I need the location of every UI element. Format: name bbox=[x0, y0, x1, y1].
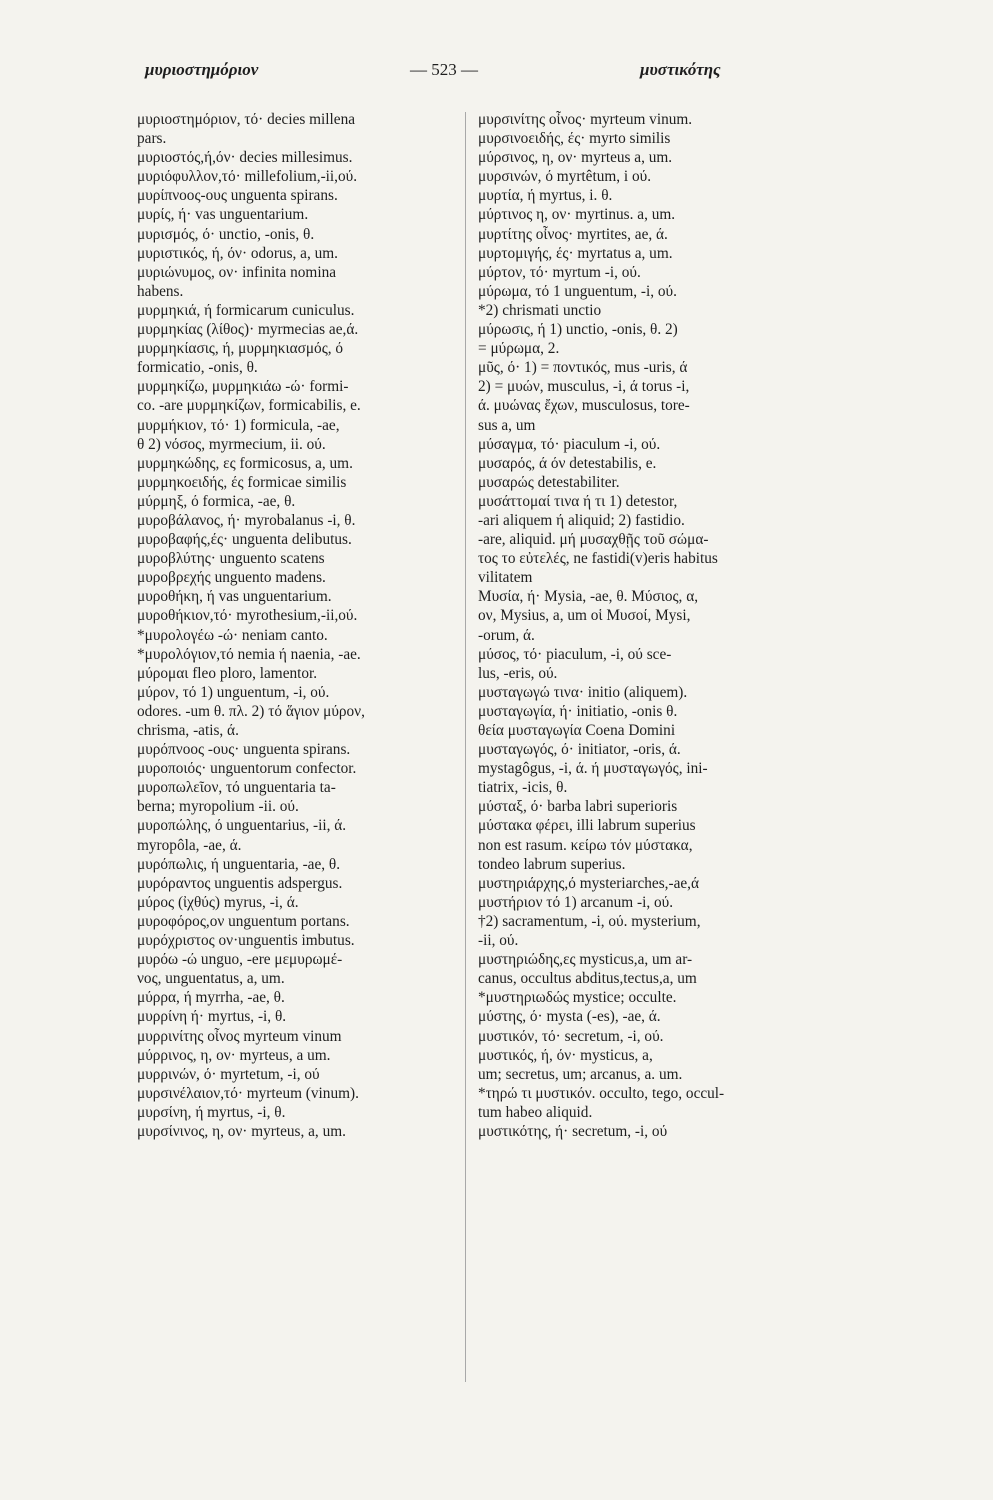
entry-line: lus, -eris, ού. bbox=[478, 664, 558, 682]
entry-line: *2) chrismati unctio bbox=[478, 301, 602, 319]
entry-line: myropôla, -ae, ά. bbox=[137, 836, 242, 854]
entry-line: μυρμηκώδης, ες formicosus, a, um. bbox=[137, 454, 353, 472]
entry-line: μυρρίνη ή· myrtus, -i, θ. bbox=[137, 1008, 287, 1026]
entry-line: μύστακα φέρει, illi labrum superius bbox=[478, 817, 696, 835]
entry-line: tum habeo aliquid. bbox=[478, 1103, 593, 1121]
entry-line: μυροβάλανος, ή· myrobalanus -i, θ. bbox=[137, 511, 356, 529]
entry-line: μύστης, ό· mysta (-es), -ae, ά. bbox=[478, 1008, 661, 1026]
entry-line: *μυρολογέω -ώ· neniam canto. bbox=[137, 626, 328, 644]
entry-line: μυρόπωλις, ή unguentaria, -ae, θ. bbox=[137, 855, 341, 873]
entry-line: θ 2) νόσος, myrmecium, ii. ού. bbox=[137, 435, 326, 453]
entry-line: μυρμηκιά, ή formicarum cuniculus. bbox=[137, 301, 355, 319]
entry-line: μυροφόρος,ον unguentum portans. bbox=[137, 912, 350, 930]
entry-line: μυρμήκιον, τό· 1) formicula, -ae, bbox=[137, 416, 340, 434]
entry-line: sus a, um bbox=[478, 416, 536, 434]
entry-line: = μύρωμα, 2. bbox=[478, 340, 560, 358]
page-header bbox=[120, 60, 800, 90]
entry-line: μυριστικός, ή, όν· odorus, a, um. bbox=[137, 244, 338, 262]
entry-line: Μυσία, ή· Mysia, -ae, θ. Μύσιος, α, bbox=[478, 588, 699, 606]
entry-line: μυρρινών, ό· myrtetum, -i, ού bbox=[137, 1065, 320, 1083]
entry-line: μυρόπνοος -ους· unguenta spirans. bbox=[137, 741, 351, 759]
entry-line: μυστηριάρχης,ό mysteriarches,-ae,ά bbox=[478, 874, 699, 892]
entry-line: ον, Mysius, a, um οἱ Μυσοί, Mysi, bbox=[478, 607, 691, 625]
entry-line: μυσταγωγός, ό· initiator, -oris, ά. bbox=[478, 741, 681, 759]
right-guide-word: μυστικότης bbox=[640, 60, 721, 79]
left-column bbox=[137, 110, 462, 1141]
entry-line: νος, unguentatus, a, um. bbox=[137, 970, 285, 988]
entry-line: μυστικότης, ή· secretum, -i, ού bbox=[478, 1122, 668, 1140]
entry-line: mystagôgus, -i, ά. ή μυσταγωγός, ini- bbox=[478, 760, 708, 778]
entry-line: μυσταγωγία, ή· initiatio, -onis θ. bbox=[478, 702, 678, 720]
entry-line: μύρωμα, τό 1 unguentum, -i, ού. bbox=[478, 282, 677, 300]
entry-line: μύρρα, ή myrrha, -ae, θ. bbox=[137, 989, 285, 1007]
entry-line: μυρίπνοος-ους unguenta spirans. bbox=[137, 187, 338, 205]
entry-line: μυριόφυλλον,τό· millefolium,-ii,ού. bbox=[137, 168, 358, 186]
entry-line: μυροπώλης, ό unguentarius, -ii, ά. bbox=[137, 817, 347, 835]
entry-line: -ari aliquem ή aliquid; 2) fastidio. bbox=[478, 511, 685, 529]
entry-line: μύρον, τό 1) unguentum, -i, ού. bbox=[137, 683, 330, 701]
entry-line: μῦς, ό· 1) = ποντικός, mus -uris, ά bbox=[478, 359, 688, 377]
entry-line: μυρμηκίζω, μυρμηκιάω -ώ· formi- bbox=[137, 378, 349, 396]
entry-line: μύρτον, τό· myrtum -i, ού. bbox=[478, 263, 641, 281]
entry-line: μυροπωλεῖον, τό unguentaria ta- bbox=[137, 779, 336, 797]
entry-line: †2) sacramentum, -i, ού. mysterium, bbox=[478, 912, 701, 930]
entry-line: μυροβρεχής unguento madens. bbox=[137, 569, 326, 587]
entry-line: μυρμηκίασις, ή, μυρμηκιασμός, ό bbox=[137, 340, 344, 358]
column-divider bbox=[465, 112, 466, 1382]
entry-line: μυρισμός, ό· unctio, -onis, θ. bbox=[137, 225, 315, 243]
entry-line: μύσος, τό· piaculum, -i, ού sce- bbox=[478, 645, 672, 663]
entry-line: μυροποιός· unguentorum confector. bbox=[137, 760, 357, 778]
entry-line: μύσαγμα, τό· piaculum -i, ού. bbox=[478, 435, 661, 453]
entry-line: *μυρολόγιον,τό nemia ή naenia, -ae. bbox=[137, 645, 361, 663]
entry-line: μυρόραντος unguentis adspergus. bbox=[137, 874, 343, 892]
entry-line: *μυστηριωδώς mystice; occulte. bbox=[478, 989, 677, 1007]
entry-line: μυρτομιγής, ές· myrtatus a, um. bbox=[478, 244, 673, 262]
entry-line: μυρμηκοειδής, ές formicae similis bbox=[137, 473, 347, 491]
entry-line: μυρόω -ώ unguo, -ere μεμυρωμέ- bbox=[137, 951, 343, 969]
entry-line: tondeo labrum superius. bbox=[478, 855, 626, 873]
entry-line: formicatio, -onis, θ. bbox=[137, 359, 258, 377]
entry-line: μυρσινοειδής, ές· myrto similis bbox=[478, 130, 671, 148]
entry-line: ά. μυώνας ἔχων, musculosus, tore- bbox=[478, 397, 690, 415]
entry-line: μυστηριώδης,ες mysticus,a, um ar- bbox=[478, 951, 693, 969]
entry-line: μυσταγωγώ τινα· initio (aliquem). bbox=[478, 683, 688, 701]
entry-line: μυρρινίτης οἶνος myrteum vinum bbox=[137, 1027, 342, 1045]
entry-line: non est rasum. κείρω τόν μύστακα, bbox=[478, 836, 693, 854]
entry-line: μυσάττομαί τινα ή τι 1) detestor, bbox=[478, 492, 678, 510]
entry-line: μυστικός, ή, όν· mysticus, a, bbox=[478, 1046, 653, 1064]
entry-line: μυρτία, ή myrtus, i. θ. bbox=[478, 187, 613, 205]
entry-line: μυσαρός, ά όν detestabilis, e. bbox=[478, 454, 657, 472]
entry-line: *τηρώ τι μυστικόν. occulto, tego, occul- bbox=[478, 1084, 725, 1102]
entry-line: um; secretus, um; arcanus, a. um. bbox=[478, 1065, 683, 1083]
page-number: — 523 — bbox=[410, 60, 478, 79]
entry-line: μυσαρώς detestabiliter. bbox=[478, 473, 620, 491]
entry-line: μυρσινών, ό myrtêtum, i ού. bbox=[478, 168, 652, 186]
entry-line: μύρτινος η, ον· myrtinus. a, um. bbox=[478, 206, 676, 224]
entry-line: μύρμηξ, ό formica, -ae, θ. bbox=[137, 492, 296, 510]
entry-line: -are, aliquid. μή μυσαχθῇς τοῦ σώμα- bbox=[478, 531, 709, 549]
entry-line: μυρσινίτης οἶνος· myrteum vinum. bbox=[478, 111, 693, 128]
entry-line: pars. bbox=[137, 130, 167, 148]
entry-line: μύρωσις, ή 1) unctio, -onis, θ. 2) bbox=[478, 321, 678, 339]
entry-line: μύρρινος, η, ον· myrteus, a um. bbox=[137, 1046, 331, 1064]
entry-line: habens. bbox=[137, 282, 184, 300]
entry-line: tiatrix, -icis, θ. bbox=[478, 779, 568, 797]
entry-line: berna; myropolium -ii. ού. bbox=[137, 798, 299, 816]
entry-line: μυστήριον τό 1) arcanum -i, ού. bbox=[478, 893, 674, 911]
entry-line: chrisma, -atis, ά. bbox=[137, 722, 239, 739]
entry-line: μυροθήκη, ή vas unguentarium. bbox=[137, 588, 332, 606]
entry-line: μύρσινος, η, ον· myrteus a, um. bbox=[478, 149, 673, 167]
entry-line: μυρτίτης οἶνος· myrtites, ae, ά. bbox=[478, 225, 668, 243]
entry-line: μυροβαφής,ές· unguenta delibutus. bbox=[137, 531, 352, 549]
entry-line: μυριώνυμος, ον· infinita nomina bbox=[137, 263, 337, 281]
entry-line: μυρσινέλαιον,τό· myrteum (vinum). bbox=[137, 1084, 359, 1102]
right-column bbox=[478, 110, 796, 1141]
entry-line: vilitatem bbox=[478, 569, 533, 587]
entry-line: μυστικόν, τό· secretum, -i, ού. bbox=[478, 1027, 664, 1045]
left-guide-word: μυριοστημόριον bbox=[145, 60, 259, 79]
entry-line: μυριοστημόριον, τό· decies millena bbox=[137, 111, 356, 128]
entry-line: μυρίς, ή· vas unguentarium. bbox=[137, 206, 309, 224]
entry-line: μύσταξ, ό· barba labri superioris bbox=[478, 798, 678, 816]
entry-line: μυριοστός,ή,όν· decies millesimus. bbox=[137, 149, 353, 167]
entry-line: μυροβλύτης· unguento scatens bbox=[137, 550, 325, 568]
entry-line: μυρμηκίας (λίθος)· myrmecias ae,ά. bbox=[137, 321, 359, 339]
entry-line: μυρσίνη, ή myrtus, -i, θ. bbox=[137, 1103, 286, 1121]
entry-line: μυρσίνινος, η, ον· myrteus, a, um. bbox=[137, 1122, 346, 1140]
entry-line: τος το εὐτελές, ne fastidi(v)eris habitus bbox=[478, 550, 718, 568]
entry-line: canus, occultus abditus,tectus,a, um bbox=[478, 970, 697, 988]
entry-line: co. -are μυρμηκίζων, formicabilis, e. bbox=[137, 397, 361, 415]
entry-line: odores. -um θ. πλ. 2) τό ἅγιον μύρον, bbox=[137, 702, 365, 720]
entry-line: μυρόχριστος ον·unguentis imbutus. bbox=[137, 932, 355, 950]
entry-line: μύρομαι fleo ploro, lamentor. bbox=[137, 664, 318, 682]
entry-line: -ii, ού. bbox=[478, 932, 519, 950]
entry-line: θεία μυσταγωγία Coena Domini bbox=[478, 722, 676, 739]
entry-line: μυροθήκιον,τό· myrothesium,-ii,ού. bbox=[137, 607, 358, 625]
entry-line: 2) = μυών, musculus, -i, ά torus -i, bbox=[478, 378, 690, 396]
entry-line: -orum, ά. bbox=[478, 626, 535, 644]
entry-line: μύρος (ἰχθύς) myrus, -i, ά. bbox=[137, 893, 299, 911]
